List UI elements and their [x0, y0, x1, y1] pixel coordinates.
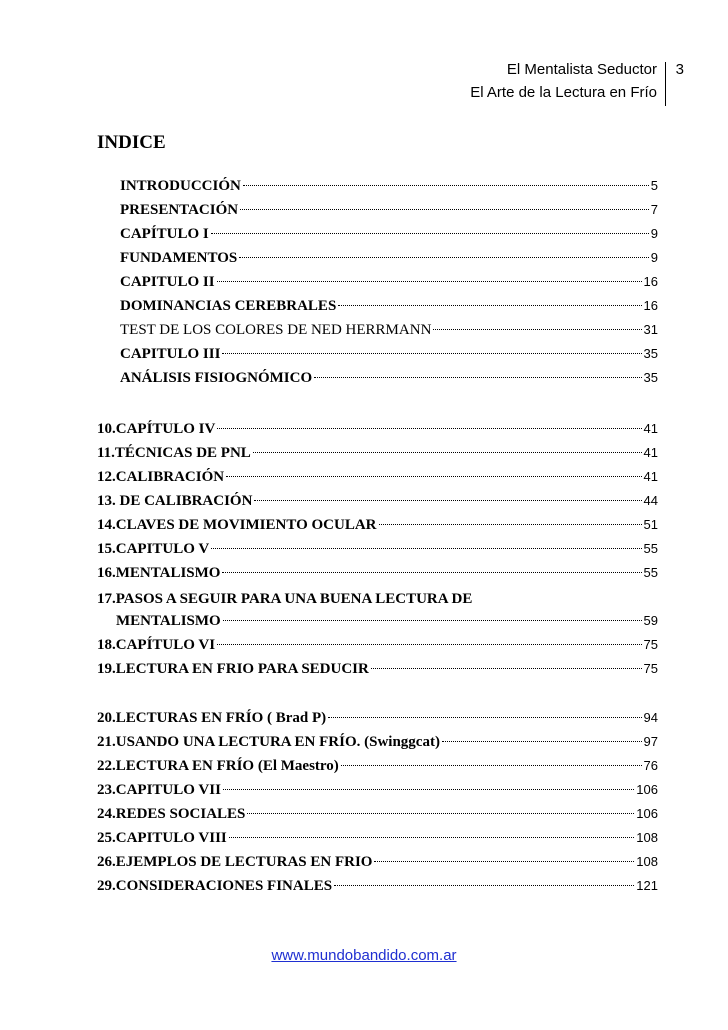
- toc-entry-page: 108: [636, 854, 658, 869]
- toc-leader-dots: [338, 305, 641, 306]
- toc-entry-label: 12.CALIBRACIÓN: [97, 469, 225, 485]
- toc-entry-20[interactable]: [97, 710, 658, 732]
- toc-entry-13[interactable]: [97, 493, 658, 515]
- toc-leader-dots: [371, 668, 642, 669]
- toc-leader-dots: [217, 644, 641, 645]
- toc-entry-label: 18.CAPÍTULO VI: [97, 637, 216, 653]
- toc-entry-fundamentos[interactable]: [120, 250, 658, 272]
- toc-entry-capitulo-ii[interactable]: [120, 274, 658, 296]
- toc-entry-25[interactable]: [97, 830, 658, 852]
- toc-entry-page: 7: [650, 202, 658, 217]
- toc-entry-15[interactable]: [97, 541, 658, 563]
- toc-entry-page: 35: [643, 370, 658, 385]
- toc-entry-page: 41: [643, 469, 658, 484]
- toc-leader-dots: [239, 257, 649, 258]
- toc-leader-dots: [211, 548, 641, 549]
- toc-leader-dots: [442, 741, 642, 742]
- toc-entry-10[interactable]: [97, 421, 658, 443]
- website-link[interactable]: www.mundobandido.com.ar: [271, 947, 457, 964]
- toc-entry-label: CAPITULO III: [120, 346, 221, 362]
- toc-leader-dots: [240, 209, 649, 210]
- toc-leader-dots: [243, 185, 649, 186]
- toc-entry-page: 121: [636, 878, 658, 893]
- toc-entry-label: 16.MENTALISMO: [97, 565, 221, 581]
- toc-entry-label: 15.CAPITULO V: [97, 541, 210, 557]
- toc-leader-dots: [328, 717, 641, 718]
- toc-entry-label: 22.LECTURA EN FRÍO (El Maestro): [97, 758, 339, 774]
- toc-entry-19[interactable]: [97, 661, 658, 683]
- toc-entry-22[interactable]: [97, 758, 658, 780]
- toc-entry-label: MENTALISMO: [116, 613, 221, 629]
- toc-entry-12[interactable]: [97, 469, 658, 491]
- toc-entry-page: 106: [636, 782, 658, 797]
- toc-entry-page: 16: [643, 274, 658, 289]
- toc-entry-page: 41: [643, 445, 658, 460]
- toc-entry-label: 29.CONSIDERACIONES FINALES: [97, 878, 333, 894]
- toc-leader-dots: [247, 813, 634, 814]
- toc-leader-dots: [226, 476, 641, 477]
- toc-entry-page: 75: [643, 661, 658, 676]
- toc-entry-page: 9: [650, 226, 658, 241]
- toc-leader-dots: [223, 789, 634, 790]
- toc-entry-21[interactable]: [97, 734, 658, 756]
- toc-entry-page: 108: [636, 830, 658, 845]
- toc-leader-dots: [222, 353, 641, 354]
- toc-leader-dots: [222, 572, 641, 573]
- toc-entry-label: 26.EJEMPLOS DE LECTURAS EN FRIO: [97, 854, 373, 870]
- toc-entry-page: 35: [643, 346, 658, 361]
- toc-entry-page: 75: [643, 637, 658, 652]
- toc-entry-label: 11.TÉCNICAS DE PNL: [97, 445, 251, 461]
- toc-entry-label: 13. DE CALIBRACIÓN: [97, 493, 253, 509]
- toc-entry-label: 14.CLAVES DE MOVIMIENTO OCULAR: [97, 517, 377, 533]
- toc-entry-label: TEST DE LOS COLORES DE NED HERRMANN: [120, 322, 432, 338]
- toc-entry-18[interactable]: [97, 637, 658, 659]
- toc-leader-dots: [223, 620, 642, 621]
- header-line-1: El Mentalista Seductor: [506, 61, 657, 78]
- header-line-2: El Arte de la Lectura en Frío: [470, 84, 657, 101]
- toc-leader-dots: [253, 452, 642, 453]
- toc-entry-label: 24.REDES SOCIALES: [97, 806, 246, 822]
- toc-entry-dominancias[interactable]: [120, 298, 658, 320]
- toc-leader-dots: [314, 377, 641, 378]
- toc-entry-page: 106: [636, 806, 658, 821]
- toc-leader-dots: [379, 524, 642, 525]
- toc-entry-label: CAPITULO II: [120, 274, 215, 290]
- toc-entry-analisis[interactable]: [120, 370, 658, 392]
- page-title: INDICE: [97, 132, 166, 153]
- toc-leader-dots: [217, 281, 642, 282]
- toc-leader-dots: [341, 765, 642, 766]
- toc-leader-dots: [433, 329, 641, 330]
- toc-entry-label: INTRODUCCIÓN: [120, 178, 241, 194]
- toc-entry-page: 59: [643, 613, 658, 628]
- toc-entry-page: 55: [643, 541, 658, 556]
- toc-entry-label: 23.CAPITULO VII: [97, 782, 221, 798]
- toc-entry-label: CAPÍTULO I: [120, 226, 209, 242]
- toc-entry-introduccion[interactable]: [120, 178, 658, 200]
- toc-entry-16[interactable]: [97, 565, 658, 587]
- toc-leader-dots: [334, 885, 634, 886]
- toc-entry-label: 20.LECTURAS EN FRÍO ( Brad P): [97, 710, 327, 726]
- toc-entry-24[interactable]: [97, 806, 658, 828]
- toc-entry-label: DOMINANCIAS CEREBRALES: [120, 298, 337, 314]
- toc-entry-23[interactable]: [97, 782, 658, 804]
- toc-entry-page: 97: [643, 734, 658, 749]
- toc-entry-label: 10.CAPÍTULO IV: [97, 421, 216, 437]
- toc-leader-dots: [229, 837, 635, 838]
- toc-entry-26[interactable]: [97, 854, 658, 876]
- toc-entry-29[interactable]: [97, 878, 658, 900]
- toc-entry-page: 31: [643, 322, 658, 337]
- toc-entry-page: 76: [643, 758, 658, 773]
- toc-entry-capitulo-i[interactable]: [120, 226, 658, 248]
- toc-entry-page: 55: [643, 565, 658, 580]
- toc-entry-page: 41: [643, 421, 658, 436]
- toc-entry-page: 51: [643, 517, 658, 532]
- toc-entry-label: ANÁLISIS FISIOGNÓMICO: [120, 370, 313, 386]
- toc-entry-page: 44: [643, 493, 658, 508]
- running-header: [470, 58, 657, 104]
- toc-entry-label: 19.LECTURA EN FRIO PARA SEDUCIR: [97, 661, 369, 677]
- toc-entry-14[interactable]: [97, 517, 658, 539]
- toc-entry-label: FUNDAMENTOS: [120, 250, 238, 266]
- toc-entry-test-colores[interactable]: [120, 322, 658, 344]
- toc-leader-dots: [254, 500, 641, 501]
- toc-entry-label: 25.CAPITULO VIII: [97, 830, 227, 846]
- toc-entry-capitulo-iii[interactable]: [120, 346, 658, 368]
- toc-entry-17-line1[interactable]: 17.PASOS A SEGUIR PARA UNA BUENA LECTURA DE: [97, 591, 473, 607]
- toc-entry-page: 94: [643, 710, 658, 725]
- toc-entry-page: 5: [650, 178, 658, 193]
- toc-entry-page: 9: [650, 250, 658, 265]
- toc-leader-dots: [211, 233, 649, 234]
- toc-leader-dots: [374, 861, 634, 862]
- toc-entry-presentacion[interactable]: [120, 202, 658, 224]
- toc-entry-17[interactable]: [116, 613, 658, 635]
- toc-entry-11[interactable]: [97, 445, 658, 467]
- header-divider: [665, 62, 666, 106]
- toc-entry-page: 16: [643, 298, 658, 313]
- toc-entry-label: 21.USANDO UNA LECTURA EN FRÍO. (Swinggcat): [97, 734, 440, 750]
- page-number: 3: [675, 61, 684, 78]
- page-footer: [0, 947, 728, 965]
- toc-entry-label: PRESENTACIÓN: [120, 202, 239, 218]
- toc-leader-dots: [217, 428, 641, 429]
